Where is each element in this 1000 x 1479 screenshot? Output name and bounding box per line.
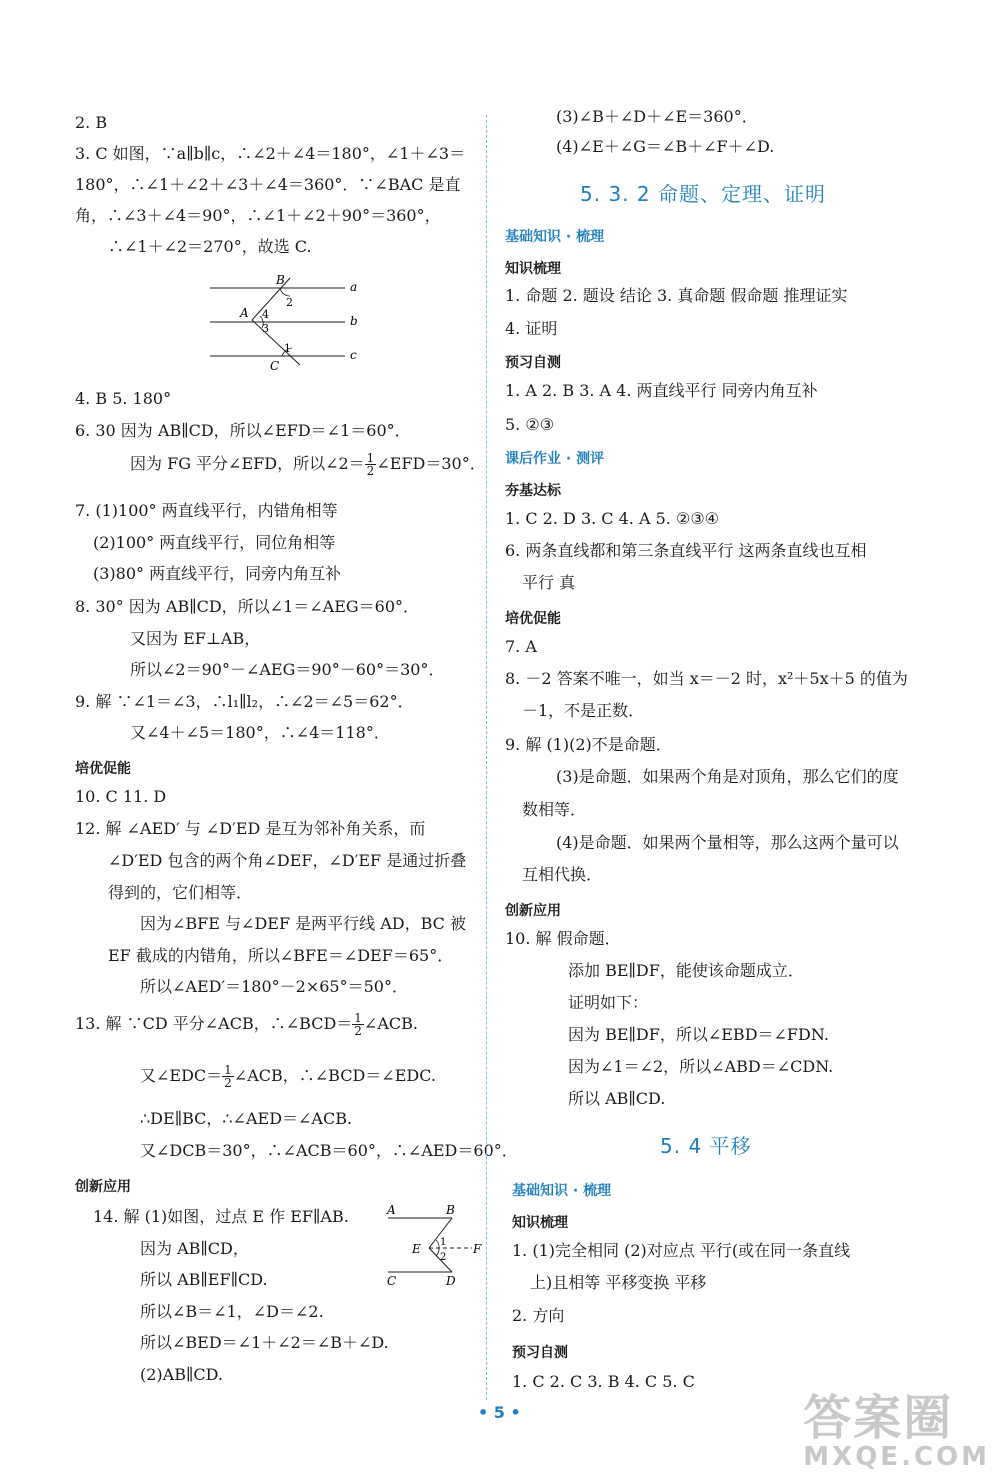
answer-7-line3: (3)80° 两直线平行，同旁内角互补 [93, 564, 342, 583]
label-c: c [350, 348, 357, 362]
label-F: F [473, 1242, 482, 1256]
answer-r-10d: 因为 BE∥DF，所以∠EBD＝∠FDN. [568, 1025, 829, 1044]
answer-r-10a: 10. 解 假命题． [505, 929, 621, 948]
answer-3-line1: 3. C 如图，∵a∥b∥c，∴∠2＋∠4＝180°，∠1＋∠3＝ [75, 144, 466, 163]
subhead-yuxi: 预习自测 [505, 355, 561, 371]
label-1: 1 [284, 342, 291, 355]
fraction-half: $\frac{1}{2}$ [224, 1063, 232, 1090]
answer-8-line3: 所以∠2＝90°－∠AEG＝90°－60°＝30°． [130, 660, 445, 679]
label-E: E [412, 1242, 421, 1256]
answer-r-10c: 证明如下： [568, 993, 649, 1012]
fraction-half: $\frac{1}{2}$ [354, 1011, 362, 1038]
answer-r-9a: 9. 解 (1)(2)不是命题． [505, 735, 672, 754]
answer-r-9c: 数相等． [522, 800, 587, 819]
answer-14-line6: (2)AB∥CD. [140, 1365, 223, 1384]
banner-jichu: 基础知识 · 梳理 [505, 229, 605, 245]
answer-r-hj6a: 6. 两条直线都和第三条直线平行 这两条直线也互相 [505, 541, 867, 560]
answer-7-line1: 7. (1)100° 两直线平行，内错角相等 [75, 501, 338, 520]
answer-13-line4: 又∠DCB＝30°，∴∠ACB＝60°，∴∠AED＝60°． [140, 1141, 518, 1160]
subhead-zhishi-2: 知识梳理 [512, 1215, 568, 1231]
label-2: 2 [286, 296, 293, 309]
answer-r-8a: 8. －2 答案不唯一，如当 x＝－2 时，x²＋5x＋5 的值为 [505, 669, 908, 688]
answer-8-line1: 8. 30° 因为 AB∥CD，所以∠1＝∠AEG＝60°． [75, 597, 420, 616]
answer-r-py1b: 上)且相等 平移变换 平移 [530, 1273, 707, 1292]
answer-12-line5: EF 截成的内错角，所以∠BFE＝∠DEF＝65°． [108, 946, 454, 965]
answer-10-11: 10. C 11. D [75, 787, 167, 806]
label-3: 3 [262, 322, 269, 335]
answer-6-line1: 6. 30 因为 AB∥CD，所以∠EFD＝∠1＝60°． [75, 421, 411, 440]
fold-figure [382, 1200, 484, 1288]
subhead-zhishi: 知识梳理 [505, 261, 561, 277]
banner-kehou: 课后作业 · 测评 [505, 451, 605, 467]
answer-13-line3: ∴DE∥BC，∴∠AED＝∠ACB. [140, 1109, 353, 1128]
fraction-half: $\frac{1}{2}$ [366, 451, 375, 478]
answer-r-hj1: 1. C 2. D 3. C 4. A 5. ②③④ [505, 509, 719, 528]
answer-8-line2: 又因为 EF⊥AB， [130, 629, 261, 648]
label-1: 1 [440, 1237, 447, 1248]
answer-3-line4: ∴∠1＋∠2＝270°，故选 C. [108, 237, 312, 256]
answer-r-9d: (4)是命题．如果两个量相等，那么这两个量可以 [556, 833, 899, 852]
watermark-top: 答案圈 [803, 1390, 954, 1446]
answer-4-5: 4. B 5. 180° [75, 389, 172, 408]
label-A: A [387, 1203, 396, 1217]
answer-r-zs4: 4. 证明 [505, 319, 558, 338]
label-4: 4 [262, 308, 269, 321]
subhead-chuangxin: 创新应用 [505, 903, 561, 919]
answer-r-10e: 因为∠1＝∠2，所以∠ABD＝∠CDN. [568, 1057, 834, 1076]
answer-r-10f: 所以 AB∥CD. [568, 1089, 666, 1108]
section-chuangxin: 创新应用 [75, 1179, 131, 1195]
label-a: a [350, 280, 358, 294]
answer-6-line2: 因为 FG 平分∠EFD，所以∠2＝ $\frac{1}{2}$ ∠EFD＝30°． [130, 451, 486, 478]
banner-jichu-2: 基础知识 · 梳理 [512, 1183, 612, 1199]
answer-2: 2. B [75, 113, 108, 132]
answer-r-3: (3)∠B＋∠D＋∠E＝360°． [556, 107, 758, 126]
answer-12-line4: 因为∠BFE 与∠DEF 是两平行线 AD，BC 被 [140, 914, 466, 933]
answer-9-line2: 又∠4＋∠5＝180°，∴∠4＝118°． [130, 723, 390, 742]
answer-r-9b: (3)是命题．如果两个角是对顶角，那么它们的度 [556, 767, 899, 786]
answer-14-line2: 因为 AB∥CD， [140, 1239, 249, 1258]
watermark [803, 1390, 990, 1472]
answer-14-line4: 所以∠B＝∠1，∠D＝∠2. [140, 1302, 324, 1321]
column-divider [486, 115, 487, 1400]
page-number: • 5 • [478, 1403, 521, 1422]
answer-r-py2: 2. 方向 [512, 1306, 565, 1325]
label-D: D [446, 1274, 456, 1288]
answer-r-9e: 互相代换． [522, 865, 603, 884]
answer-9-line1: 9. 解 ∵∠1＝∠3，∴l₁∥l₂，∴∠2＝∠5＝62°． [75, 692, 414, 711]
answer-14-line5: 所以∠BED＝∠1＋∠2＝∠B＋∠D. [140, 1333, 389, 1352]
section-title-54: 5. 4 平移 [660, 1134, 752, 1158]
label-C: C [270, 359, 280, 373]
answer-14-line3: 所以 AB∥EF∥CD. [140, 1270, 268, 1289]
label-B: B [446, 1203, 455, 1217]
label-C: C [387, 1274, 397, 1288]
answer-12-line1: 12. 解 ∠AED′ 与 ∠D′ED 是互为邻补角关系，而 [75, 819, 426, 838]
answer-3-line2: 180°，∴∠1＋∠2＋∠3＋∠4＝360°．∵∠BAC 是直 [75, 175, 461, 194]
answer-r-py-yx: 1. C 2. C 3. B 4. C 5. C [512, 1372, 695, 1391]
answer-r-8b: －1，不是正数． [522, 701, 645, 720]
answer-r-7: 7. A [505, 637, 537, 656]
answer-r-4: (4)∠E＋∠G＝∠B＋∠F＋∠D. [556, 137, 775, 156]
label-B: B [276, 273, 285, 287]
label-A: A [240, 306, 249, 320]
answer-7-line2: (2)100° 两直线平行，同位角相等 [93, 533, 336, 552]
subhead-peiyou: 培优促能 [505, 611, 561, 627]
label-b: b [350, 314, 358, 328]
answer-r-py1a: 1. (1)完全相同 (2)对应点 平行(或在同一条直线 [512, 1241, 851, 1260]
answer-r-hj6b: 平行 真 [522, 573, 576, 592]
section-title-532: 5. 3. 2 命题、定理、证明 [580, 182, 826, 206]
parallel-lines-figure [200, 270, 370, 380]
answer-12-line2: ∠D′ED 包含的两个角∠DEF，∠D′EF 是通过折叠 [108, 851, 467, 870]
answer-13-line2: 又∠EDC＝ $\frac{1}{2}$ ∠ACB，∴∠BCD＝∠EDC. [140, 1063, 436, 1090]
answer-14-line1: 14. 解 (1)如图，过点 E 作 EF∥AB. [93, 1207, 349, 1226]
answer-3-line3: 角，∴∠3＋∠4＝90°，∴∠1＋∠2＋90°＝360°， [75, 206, 441, 225]
watermark-bottom: MXQE.COM [803, 1442, 990, 1472]
subhead-yuxi-2: 预习自测 [512, 1345, 568, 1361]
answer-r-yx5: 5. ②③ [505, 415, 555, 434]
answer-12-line6: 所以∠AED′＝180°－2×65°＝50°． [140, 977, 408, 996]
answer-12-line3: 得到的，它们相等． [108, 883, 253, 902]
answer-r-10b: 添加 BE∥DF，能使该命题成立． [568, 961, 804, 980]
answer-r-yx1: 1. A 2. B 3. A 4. 两直线平行 同旁内角互补 [505, 381, 818, 400]
label-2: 2 [440, 1252, 447, 1263]
answer-13-line1: 13. 解 ∵CD 平分∠ACB，∴∠BCD＝ $\frac{1}{2}$ ∠ACB. [75, 1011, 418, 1038]
answer-r-zs1: 1. 命题 2. 题设 结论 3. 真命题 假命题 推理证实 [505, 286, 848, 305]
section-peiyou: 培优促能 [75, 761, 131, 777]
subhead-hangji: 夯基达标 [505, 483, 561, 499]
